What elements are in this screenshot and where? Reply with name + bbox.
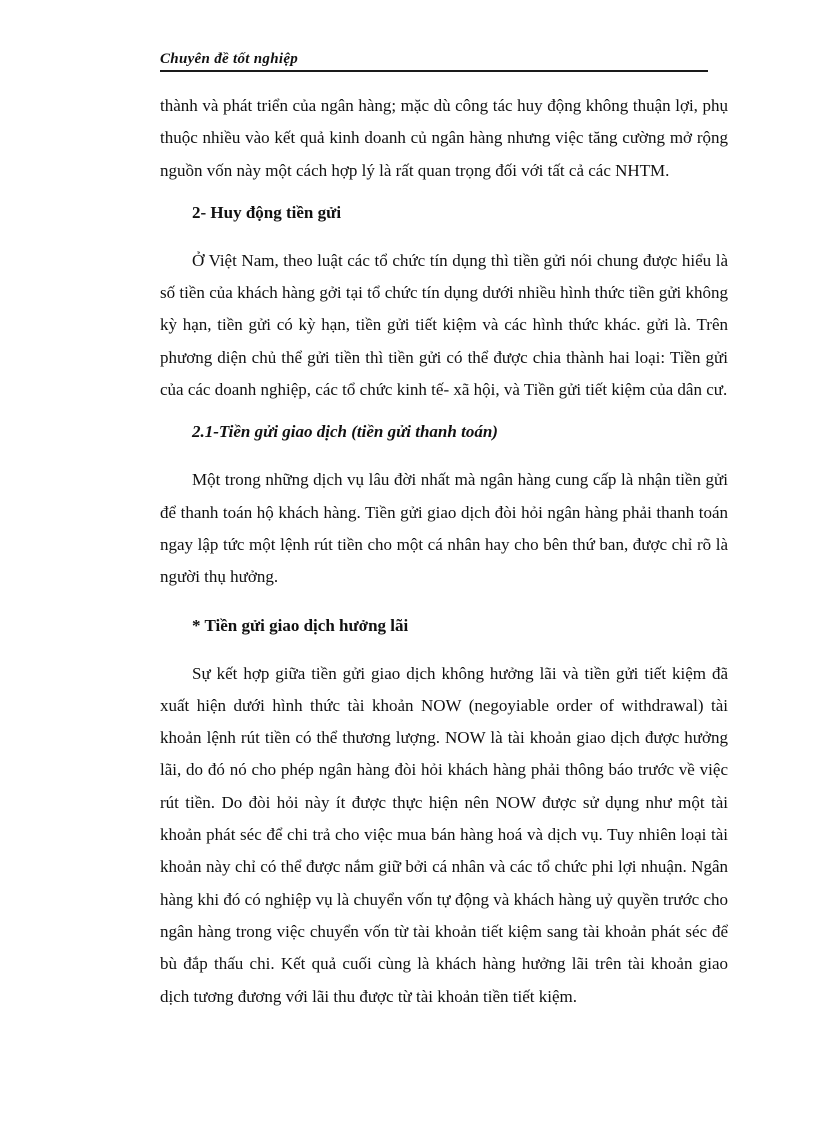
header-title: Chuyên đề tốt nghiệp	[160, 51, 299, 67]
section-2-heading: 2- Huy động tiền gửi	[192, 202, 342, 222]
section-2-paragraph: Ở Việt Nam, theo luật các tổ chức tín dụng thì tiền gửi nói chung được hiểu là số tiền của khách hàng gởi tại tổ chức tín dụng dưới nhiều hình thức tiền gửi không kỳ hạn, tiền gửi có kỳ hạn, tiền gửi tiết kiệm và các hình thức khác. gửi là. Trên phương diện chủ thể gửi tiền thì tiền gửi có thể được chia thành hai loại: Tiền gửi của các doanh nghiệp, các tổ chức kinh tế- xã hội, và Tiền gửi tiết kiệm của dân cư.	[160, 250, 728, 400]
intro-paragraph: thành và phát triển của ngân hàng; mặc dù công tác huy động không thuận lợi, phụ thuộc nhiều vào kết quả kinh doanh củ ngân hàng nhưng việc tăng cường mở rộng nguồn vốn này một cách hợp lý là rất quan trọng đối với tất cả các NHTM.	[160, 96, 728, 180]
page-header	[160, 46, 708, 72]
document-body	[160, 90, 728, 1013]
subsection-heading: * Tiền gửi giao dịch hưởng lãi	[192, 615, 409, 635]
section-2-1-paragraph: Một trong những dịch vụ lâu đời nhất mà ngân hàng cung cấp là nhận tiền gửi để thanh toán hộ khách hàng. Tiền gửi giao dịch đòi hỏi ngân hàng phải thanh toán ngay lập tức một lệnh rút tiền cho một cá nhân hay cho bên thứ ban, được chỉ rõ là người thụ hưởng.	[160, 470, 728, 587]
subsection-paragraph: Sự kết hợp giữa tiền gửi giao dịch không hưởng lãi và tiền gửi tiết kiệm đã xuất hiện dưới hình thức tài khoản NOW (negoyiable order of withdrawal) tài khoản lệnh rút tiền có thể thương lượng. NOW là tài khoản giao dịch được hưởng lãi, do đó nó cho phép ngân hàng đòi hỏi khách hàng phải thông báo trước về việc rút tiền. Do đòi hỏi này ít được thực hiện nên NOW được sử dụng như một tài khoản phát séc để chi trả cho việc mua bán hàng hoá và dịch vụ. Tuy nhiên loại tài khoản này chỉ có thể được nắm giữ bởi cá nhân và các tổ chức phi lợi nhuận. Ngân hàng khi đó có nghiệp vụ là chuyển vốn tự động và khách hàng uỷ quyền trước cho ngân hàng trong việc chuyển vốn từ tài khoản tiết kiệm sang tài khoản phát séc để bù đắp thấu chi. Kết quả cuối cùng là khách hàng hưởng lãi trên tài khoản giao dịch tương đương với lãi thu được từ tài khoản tiền tiết kiệm.	[160, 663, 728, 1006]
section-2-1-heading: 2.1-Tiền gửi giao dịch (tiền gửi thanh toán)	[192, 422, 498, 442]
